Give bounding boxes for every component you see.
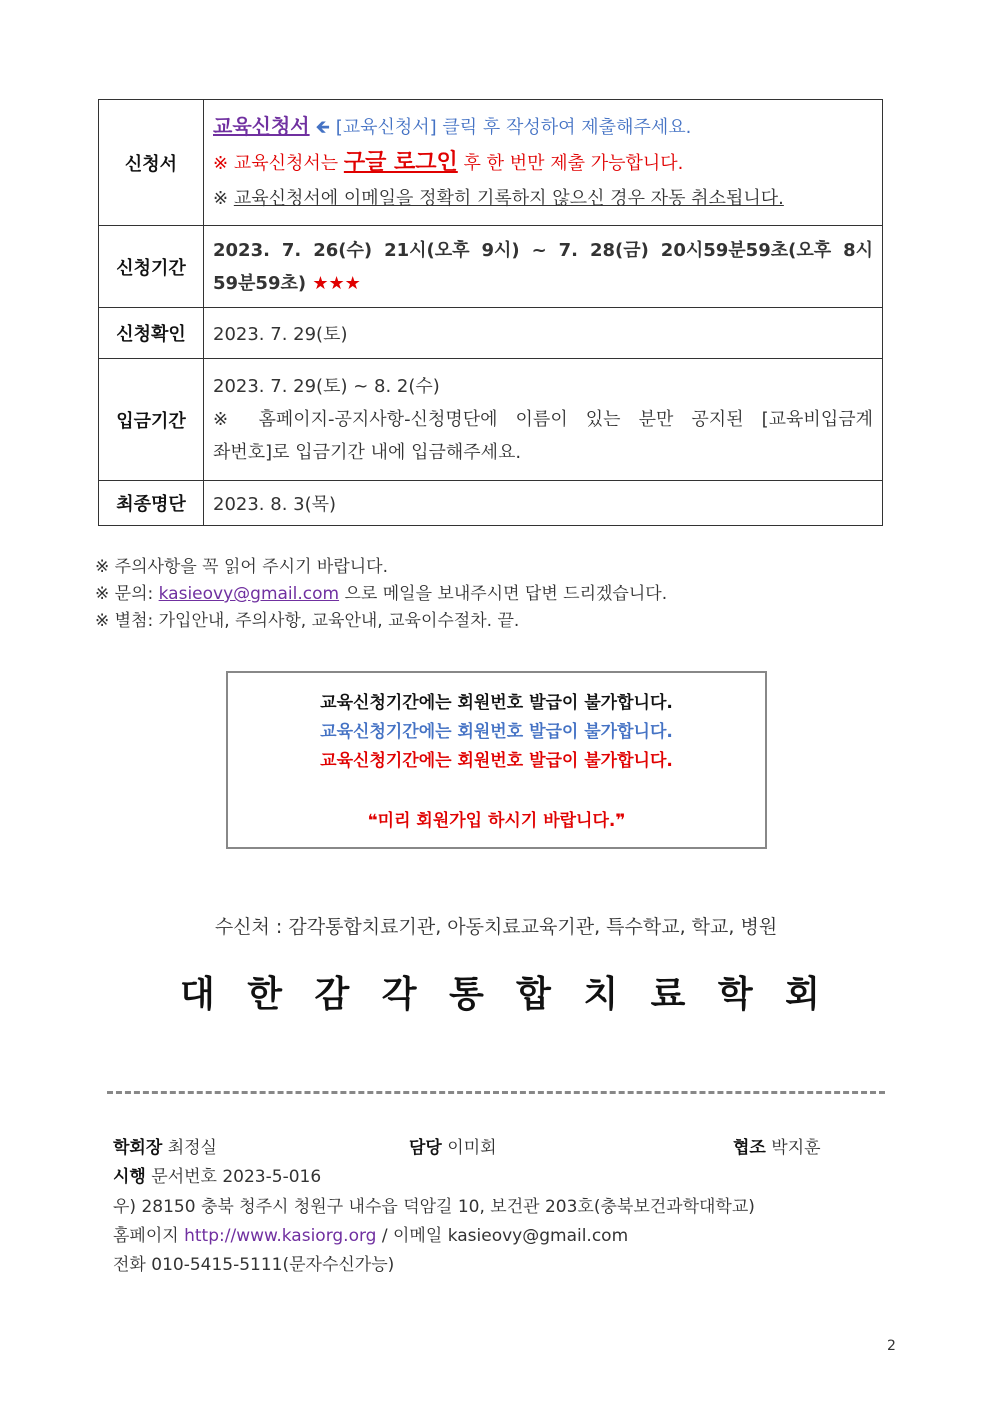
table-row [99,481,883,526]
payment-note-line1: ※ 홈페이지-공지사항-신청명단에 이름이 있는 분만 공지된 [교육비입금계 [213,409,873,430]
google-login-note-suffix: 후 한 번만 제출 가능합니다. [457,153,684,174]
payment-period: 2023. 7. 29(토) ~ 8. 2(수) [213,376,440,397]
email-cancel-note: 교육신청서에 이메일을 정확히 기록하지 않으신 경우 자동 취소됩니다. [233,188,784,209]
google-login-emphasis: 구글 로그인 [343,150,458,175]
inquiry-prefix: ※ 문의: [95,584,159,604]
page-number: 2 [887,1338,896,1354]
row-header: 신청서 [99,100,204,226]
confirmation-date: 2023. 7. 29(토) [204,308,883,359]
note-line: ※ 별첨: 가입안내, 주의사항, 교육안내, 교육이수절차. 끝. [95,611,520,631]
org-char: 료 [650,972,686,1015]
payment-note-line2: 좌번호]로 입금기간 내에 입금해주세요. [213,442,522,463]
arrow-left-icon: 🡸 [315,117,330,138]
note-mark: ※ [213,188,234,209]
org-char: 감 [314,972,350,1015]
signup-text: 미리 회원가입 하시기 바랍니다. [377,811,616,831]
contact-line [113,1221,628,1246]
footer-email[interactable]: kasieovy@gmail.com [447,1226,629,1246]
inquiry-email-link[interactable]: kasieovy@gmail.com [158,584,340,604]
recipients-line: 수신처 : 감각통합치료기관, 아동치료교육기관, 특수학교, 학교, 병원 [214,916,778,938]
application-period-line2: 59분59초) [213,272,307,294]
president-name: 최정실 [167,1138,217,1158]
notice-signup-line [228,806,765,831]
org-char: 통 [448,972,484,1015]
form-hint-text: [교육신청서] 클릭 후 작성하여 제출해주세요. [335,117,692,138]
application-form-link[interactable]: 교육신청서 [213,114,310,138]
row-header: 신청확인 [99,308,204,359]
notice-line-blue: 교육신청기간에는 회원번호 발급이 불가합니다. [320,722,673,742]
org-char: 합 [516,972,551,1015]
dashed-divider [107,1091,885,1094]
stars-icon: ★★★ [306,272,361,294]
table-row [99,226,883,308]
president-label: 학회장 [113,1138,163,1158]
manager-label: 담당 [409,1138,442,1158]
row-value [204,100,883,226]
phone-line: 전화 010-5415-5111(문자수신가능) [113,1255,395,1275]
application-period-line1: 2023. 7. 26(수) 21시(오후 9시) ~ 7. 28(금) 20시59분59초(오후 8시 [213,239,873,261]
org-char: 각 [381,972,417,1015]
note-line: ※ 주의사항을 꼭 읽어 주시기 바랍니다. [95,557,388,577]
row-value [204,226,883,308]
google-login-note-prefix: ※ 교육신청서는 [213,153,344,174]
quote-close-icon: ❞ [615,811,626,831]
table-row [99,359,883,481]
coop-label: 협조 [733,1138,766,1158]
row-header: 입금기간 [99,359,204,481]
homepage-label: 홈페이지 [113,1226,179,1246]
notice-box [226,671,767,849]
table-row [99,100,883,226]
organization-name [180,966,820,1016]
notice-line-red: 교육신청기간에는 회원번호 발급이 불가합니다. [320,751,673,771]
org-char: 학 [717,972,753,1015]
notice-line-black: 교육신청기간에는 회원번호 발급이 불가합니다. [320,693,673,713]
note-line [95,581,667,608]
manager-name: 이미회 [447,1138,497,1158]
address-line: 우) 28150 충북 청주시 청원구 내수읍 덕암길 10, 보건관 203호(충북보건과학대학교) [113,1197,755,1217]
org-char: 치 [583,972,619,1015]
email-label: / 이메일 [376,1226,448,1246]
final-list-date: 2023. 8. 3(목) [204,481,883,526]
org-char: 회 [785,972,820,1015]
row-value [204,359,883,481]
homepage-link[interactable]: http://www.kasiorg.org [184,1226,377,1246]
document-number: 문서번호 2023-5-016 [151,1167,322,1187]
execution-line [113,1162,321,1187]
coop-name: 박지훈 [771,1138,821,1158]
notes-section [95,554,667,635]
org-char: 대 [180,972,215,1015]
org-char: 한 [247,972,283,1015]
exec-label: 시행 [113,1167,146,1187]
application-info-table [98,99,883,526]
inquiry-suffix: 으로 메일을 보내주시면 답변 드리겠습니다. [339,584,668,604]
quote-open-icon: ❝ [367,811,378,831]
table-row [99,308,883,359]
row-header: 최종명단 [99,481,204,526]
row-header: 신청기간 [99,226,204,308]
